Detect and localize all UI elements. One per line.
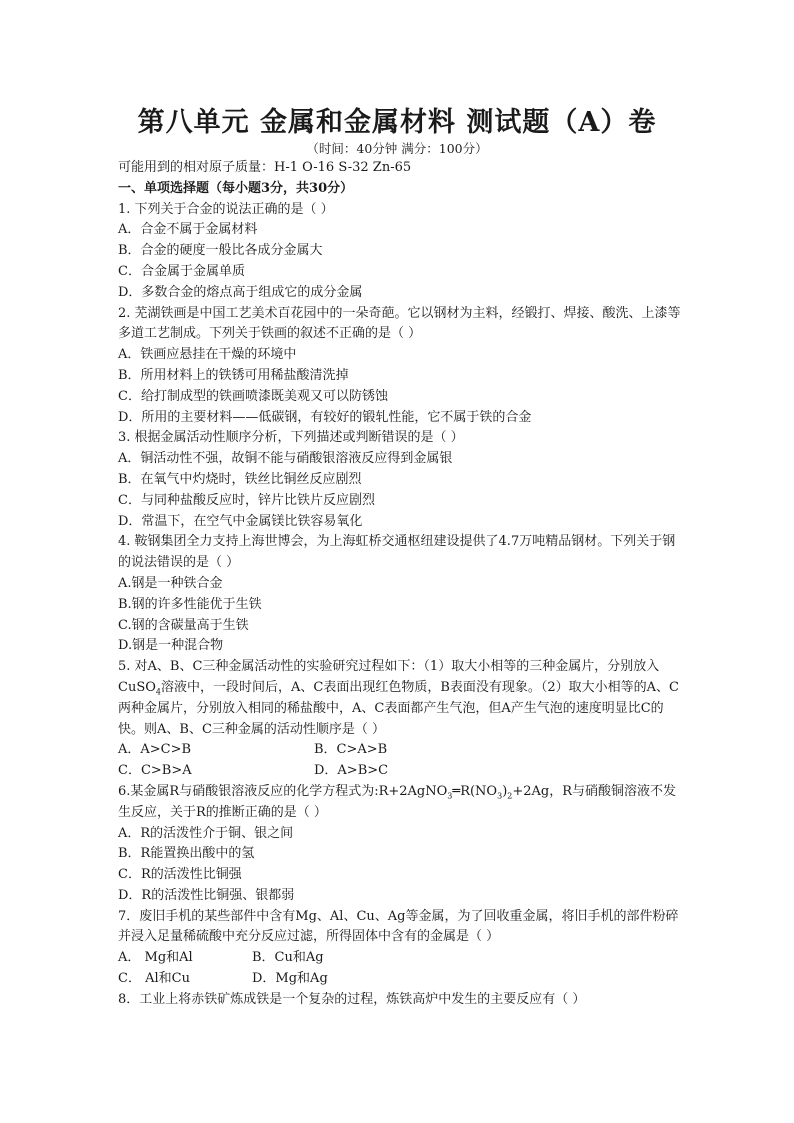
question-stem: 1. 下列关于合金的说法正确的是（ ） — [118, 201, 334, 217]
option-c: C．给打制成型的铁画喷漆既美观又可以防锈蚀 — [118, 388, 388, 404]
question-stem: 8．工业上将赤铁矿炼成铁是一个复杂的过程，炼铁高炉中发生的主要反应有（ ） — [118, 991, 586, 1007]
option-b: B．在氧气中灼烧时，铁丝比铜丝反应剧烈 — [118, 471, 362, 487]
stem-text: ) — [502, 783, 508, 799]
option-d: D.钢是一种混合物 — [118, 638, 224, 654]
question-stem: 4. 鞍钢集团全力支持上海世博会，为上海虹桥交通枢纽建设提供了4.7万吨精品钢材。下列关于钢的说法错误的是（ ） — [118, 534, 676, 571]
stem-text: 6.某金属R与硝酸银溶液反应的化学方程式为:R+2AgNO — [118, 783, 448, 799]
option-b: B．所用材料上的铁锈可用稀盐酸清洗掉 — [118, 367, 349, 383]
options-row — [118, 740, 682, 761]
options-row — [118, 948, 682, 969]
option-c: C．R的活泼性比铜强 — [118, 867, 242, 883]
subscript: 3 — [447, 791, 453, 801]
question-stem: 3. 根据金属活动性顺序分析，下列描述或判断错误的是（ ） — [118, 430, 464, 446]
option-d: D．A>B>C — [314, 763, 389, 779]
exam-time-score: （时间：40分钟 满分：100分） — [306, 141, 488, 156]
option-d: D．常温下，在空气中金属镁比铁容易氧化 — [118, 513, 363, 529]
question-stem: 7．废旧手机的某些部件中含有Mg、Al、Cu、Ag等金属，为了回收重金属，将旧手机的部件粉碎并浸入足量稀硫酸中充分反应过滤，所得固体中含有的金属是（ ） — [118, 908, 679, 945]
option-b: B．Cu和Ag — [252, 950, 324, 966]
option-a: A．A>C>B — [118, 742, 192, 758]
options-row — [118, 969, 682, 990]
options-row — [118, 761, 682, 782]
atomic-masses-note: 可能用到的相对原子质量：H-1 O-16 S-32 Zn-65 — [118, 160, 412, 175]
stem-text: 溶液中，一段时间后，A、C表面出现红色物质，B表面没有现象。（2）取大小相等的A、C两种金属片，分别放入相同的稀盐酸中，A、C表面都产生气泡，但A产生气泡的速度明显比C的快。则A、B、C三种金属的活动性顺序是（ ） — [118, 679, 679, 737]
option-a: A．R的活泼性介于铜、银之间 — [118, 825, 294, 841]
question-stem — [118, 782, 682, 824]
option-d: D．所用的主要材料——低碳钢，有较好的锻轧性能，它不属于铁的合金 — [118, 409, 532, 425]
question-4 — [118, 532, 682, 657]
stem-text: 5. 对A、B、C三种金属活动性的实验研究过程如下：（1）取大小相等的三种金属片，分别放入CuSO — [118, 659, 660, 695]
subscript: 3 — [497, 791, 503, 801]
option-a: A． Mg和Al — [118, 950, 193, 966]
question-6 — [118, 782, 682, 907]
option-c: C．合金属于金属单质 — [118, 263, 245, 279]
section-heading: 一、单项选择题（每小题3分，共30分） — [118, 180, 354, 196]
option-d: D．Mg和Ag — [252, 971, 328, 987]
option-a: A．铁画应悬挂在干燥的环境中 — [118, 347, 297, 363]
option-a: A.钢是一种铁合金 — [118, 575, 223, 591]
stem-text: ═R(NO — [452, 783, 498, 799]
option-c: C.钢的含碳量高于生铁 — [118, 617, 249, 633]
question-2 — [118, 304, 682, 429]
question-5 — [118, 657, 682, 782]
option-c: C． Al和Cu — [118, 971, 190, 987]
option-c: C．C>B>A — [118, 763, 192, 779]
option-d: D．R的活泼性比铜强、银都弱 — [118, 887, 295, 903]
option-d: D．多数合金的熔点高于组成它的成分金属 — [118, 284, 363, 300]
question-3 — [118, 428, 682, 532]
option-b: B.钢的许多性能优于生铁 — [118, 596, 262, 612]
stem-text: +2Ag，R与硝酸铜溶液不发生反应，关于R的推断正确的是（ ） — [118, 783, 677, 820]
question-7 — [118, 907, 682, 990]
question-stem: 2. 芜湖铁画是中国工艺美术百花园中的一朵奇葩。它以钢材为主料，经锻打、焊接、酸洗、上漆等多道工艺制成。下列关于铁画的叙述不正确的是（ ） — [118, 305, 681, 342]
subscript: 2 — [507, 791, 513, 801]
question-8 — [118, 990, 682, 1011]
option-b: B．C>A>B — [314, 742, 388, 758]
option-b: B．R能置换出酸中的氢 — [118, 846, 255, 862]
page-title: 第八单元 金属和金属材料 测试题（A）卷 — [137, 107, 657, 138]
question-1 — [118, 200, 682, 304]
exam-content — [118, 158, 682, 1011]
subscript: 4 — [155, 687, 161, 697]
option-a: A．铜活动性不强，故铜不能与硝酸银溶液反应得到金属银 — [118, 451, 453, 467]
question-stem — [118, 657, 682, 740]
option-b: B．合金的硬度一般比各成分金属大 — [118, 243, 323, 259]
option-a: A．合金不属于金属材料 — [118, 222, 258, 238]
option-c: C．与同种盐酸反应时，锌片比铁片反应剧烈 — [118, 492, 375, 508]
